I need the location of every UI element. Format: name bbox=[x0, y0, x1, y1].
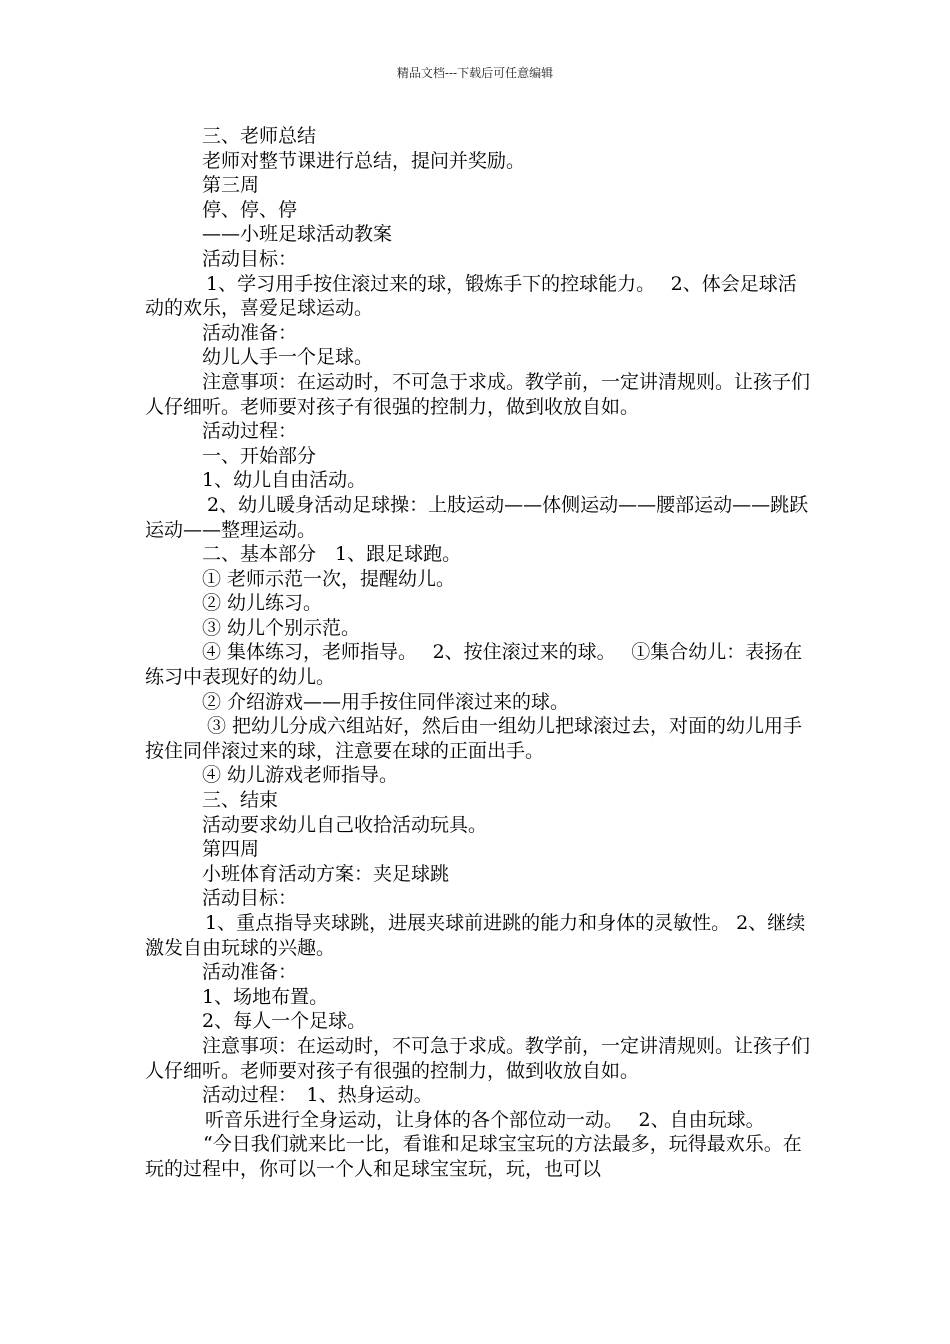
section-heading: 活动目标： bbox=[202, 887, 298, 910]
list-item: ④ 集体练习，老师指导。 2、按住滚过来的球。 ①集合幼儿：表扬在练习中表现好的幼儿。 bbox=[145, 641, 803, 689]
week-heading: 第四周 bbox=[202, 838, 260, 861]
section-heading: 三、结束 bbox=[202, 789, 279, 812]
paragraph: 注意事项：在运动时，不可急于求成。教学前，一定讲清规则。让孩子们人仔细听。老师要对孩子有很强的控制力，做到收放自如。 bbox=[145, 370, 811, 418]
list-item: ① 老师示范一次，提醒幼儿。 bbox=[202, 567, 456, 590]
lesson-title: 小班体育活动方案：夹足球跳 bbox=[202, 862, 450, 885]
paragraph: 老师对整节课进行总结，提问并奖励。 bbox=[202, 149, 526, 172]
paragraph: 听音乐进行全身运动，让身体的各个部位动一动。 2、自由玩球。 bbox=[205, 1108, 765, 1131]
paragraph: 2、幼儿暖身活动足球操：上肢运动——体侧运动——腰部运动——跳跃运动——整理运动。 bbox=[145, 493, 809, 541]
document-body bbox=[145, 124, 810, 1182]
list-item: ③ 幼儿个别示范。 bbox=[202, 616, 361, 639]
list-item: 1、场地布置。 bbox=[202, 985, 329, 1008]
lesson-title: 停、停、停 bbox=[202, 198, 298, 221]
list-item: ② 介绍游戏——用手按住同伴滚过来的球。 bbox=[202, 690, 570, 713]
paragraph: 注意事项：在运动时，不可急于求成。教学前，一定讲清规则。让孩子们人仔细听。老师要对孩子有很强的控制力，做到收放自如。 bbox=[145, 1034, 811, 1082]
section-heading: 活动准备： bbox=[202, 961, 298, 984]
section-heading: 二、基本部分 1、跟足球跑。 bbox=[202, 543, 462, 566]
section-heading: 活动过程： 1、热身运动。 bbox=[202, 1084, 433, 1107]
list-item: ③ 把幼儿分成六组站好，然后由一组幼儿把球滚过去，对面的幼儿用手按住同伴滚过来的球，注意要在球的正面出手。 bbox=[145, 715, 803, 762]
week-heading: 第三周 bbox=[202, 174, 260, 197]
list-item: 1、幼儿自由活动。 bbox=[202, 469, 367, 492]
section-heading: 三、老师总结 bbox=[202, 125, 317, 147]
paragraph: 1、学习用手按住滚过来的球，锻炼手下的控球能力。 2、体会足球活动的欢乐，喜爱足球运动。 bbox=[145, 272, 797, 320]
list-item: ② 幼儿练习。 bbox=[202, 592, 323, 615]
section-heading: 活动目标： bbox=[202, 247, 298, 270]
list-item: ④ 幼儿游戏老师指导。 bbox=[202, 764, 399, 787]
lesson-subtitle: ——小班足球活动教案 bbox=[202, 223, 393, 246]
section-heading: 活动准备： bbox=[202, 321, 298, 344]
section-heading: 一、开始部分 bbox=[202, 444, 317, 467]
paragraph: 活动要求幼儿自己收拾活动玩具。 bbox=[202, 813, 488, 836]
list-item: 2、每人一个足球。 bbox=[202, 1010, 367, 1033]
paragraph: “今日我们就来比一比，看谁和足球宝宝玩的方法最多，玩得最欢乐。在玩的过程中，你可以一个人和足球宝宝玩，玩，也可以 bbox=[145, 1133, 802, 1180]
paragraph: 1、重点指导夹球跳，进展夹球前进跳的能力和身体的灵敏性。 2、继续激发自由玩球的兴趣。 bbox=[145, 912, 806, 959]
page-header: 精品文档---下载后可任意编辑 bbox=[396, 66, 554, 80]
paragraph: 幼儿人手一个足球。 bbox=[202, 346, 374, 369]
section-heading: 活动过程： bbox=[202, 420, 298, 443]
